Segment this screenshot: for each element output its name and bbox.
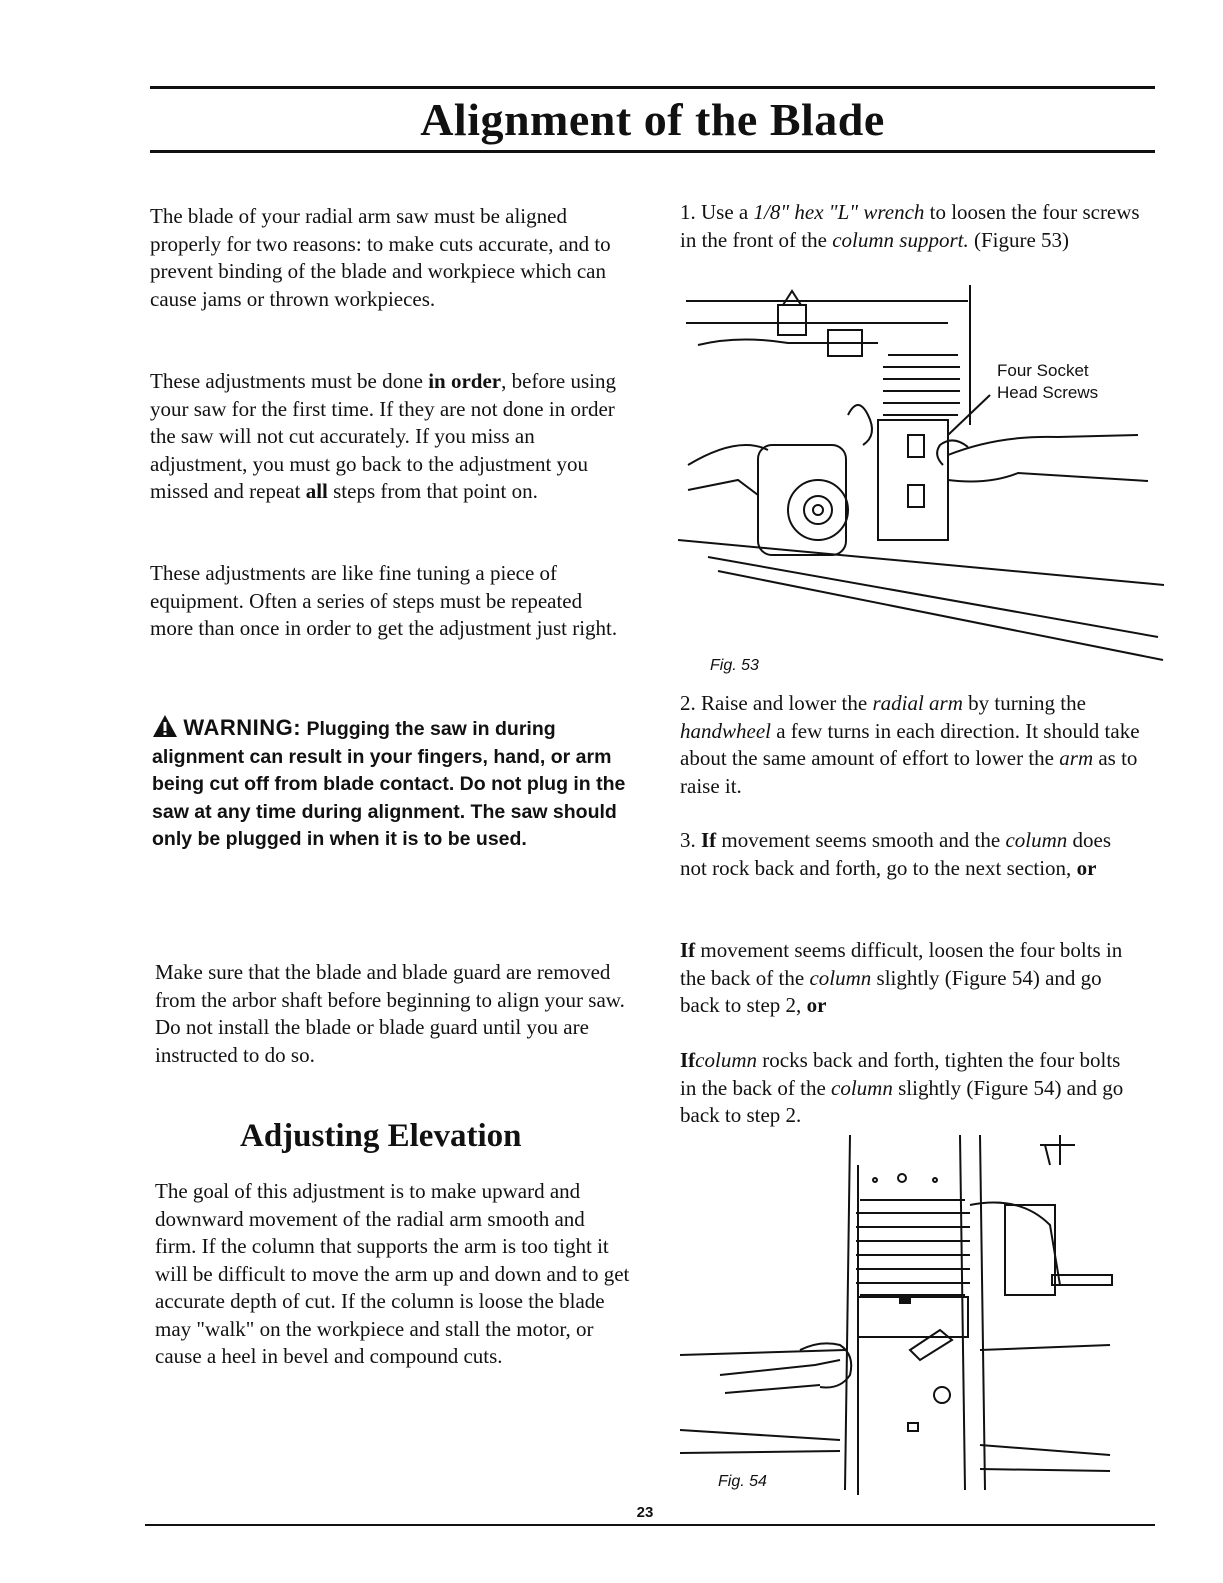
step-1 — [680, 199, 1140, 254]
arm-term: arm — [1059, 746, 1094, 770]
order-text-3: steps from that point on. — [327, 479, 538, 503]
alt-rocks-text-2: slightly (Figure 54) and go back to step 2. — [680, 1075, 1124, 1127]
fig53-callout — [997, 360, 1098, 404]
title-bottom-rule — [150, 150, 1155, 153]
warning-text: Plugging the saw in during alignment can result in your fingers, hand, or arm being cut off from blade contact. Do not plug in the saw at any time during alignment. The saw should only be plugged in when it is to be used. — [152, 718, 626, 850]
radial-arm-term: radial arm — [872, 691, 963, 715]
fig53-callout-line-2: Head Screws — [997, 383, 1099, 402]
step-3 — [680, 827, 1140, 882]
page-title: Alignment of the Blade — [420, 94, 885, 145]
fig54-caption: Fig. 54 — [718, 1473, 767, 1490]
warning-block — [152, 714, 630, 854]
step-1-text-2: to loosen the four screws in the front of the — [680, 200, 1140, 252]
alt-difficult-column-term: column — [809, 965, 872, 990]
warning-triangle-icon — [152, 714, 178, 738]
alt-rocks-column-term-1: column — [695, 1048, 757, 1072]
step-2-text-4: as to raise it. — [680, 746, 1138, 798]
blade-removal-paragraph: Make sure that the blade and blade guard are removed from the arbor shaft before beginning to align your saw. Do not install the blade or blade guard until you are instructed to do so. — [155, 960, 625, 1067]
step-3-text-3: does not rock back and forth, go to the next section, — [680, 828, 1112, 880]
warning-label: WARNING: — [183, 715, 302, 740]
step-1-text-3: (Figure 53) — [968, 227, 1070, 252]
step-3-if: If — [701, 828, 717, 852]
fig53-callout-line-1: Four Socket — [997, 361, 1089, 380]
order-text-1: These adjustments must be done — [150, 369, 429, 393]
alt-difficult-if: If — [680, 938, 696, 962]
wrench-term: 1/8" hex "L" wrench — [753, 200, 925, 224]
step-3-column-term: column — [1005, 828, 1068, 852]
intro-paragraph: The blade of your radial arm saw must be aligned properly for two reasons: to make cuts accurate, and to prevent binding of the blade and workpiece which can cause jams or thrown workpieces. — [150, 204, 611, 311]
order-text-2: , before using your saw for the first time. If they are not done in order the saw will not cut accurately. If you miss an adjustment, you must go back to the adjustment you missed and repeat — [150, 369, 616, 503]
alt-difficult-text-2: slightly (Figure 54) and go back to step 2, — [680, 965, 1102, 1017]
figure-54-illustration — [680, 1135, 1120, 1500]
section-heading: Adjusting Elevation — [240, 1118, 522, 1154]
step-2-text-3: a few turns in each direction. It should take about the same amount of effort to lower the — [680, 718, 1140, 770]
page-number: 23 — [636, 1504, 654, 1521]
step-1-text-1: 1. Use a — [680, 200, 754, 224]
step-2 — [680, 690, 1140, 800]
step-3-text-2: movement seems smooth and the — [716, 828, 1006, 852]
order-paragraph — [150, 368, 628, 506]
figure-53-illustration — [678, 285, 1164, 680]
alt-rocks-column-term-2: column — [831, 1075, 893, 1100]
handwheel-term: handwheel — [680, 718, 771, 743]
step-2-text-2: by turning the — [962, 691, 1086, 715]
step-3-or: or — [1076, 855, 1097, 880]
alt-rocks-text-1: rocks back and forth, tighten the four bolts in the back of the — [680, 1048, 1121, 1100]
step-2-text-1: 2. Raise and lower the — [680, 691, 873, 715]
order-emphasis: in order — [428, 369, 502, 393]
fig53-caption: Fig. 53 — [710, 657, 759, 674]
alt-difficult-text-1: movement seems difficult, loosen the four bolts in the back of the — [680, 938, 1123, 990]
footer-rule — [145, 1524, 1155, 1526]
alt-rocks-if: If — [680, 1048, 696, 1072]
alt-difficult-or: or — [806, 993, 827, 1017]
fine-tuning-paragraph: These adjustments are like fine tuning a piece of equipment. Often a series of steps must be repeated more than once in order to get the adjustment just right. — [150, 561, 618, 640]
elevation-goal-paragraph: The goal of this adjustment is to make upward and downward movement of the radial arm smooth and firm. If the column that supports the arm is too tight it will be difficult to move the arm up and down and to get accurate depth of cut. If the column is loose the blade may "walk" on the workpiece and stall the motor, or cause a heel in bevel and compound cuts. — [155, 1179, 630, 1368]
column-support-term: column support. — [832, 227, 969, 252]
step-3-text-1: 3. — [680, 828, 701, 852]
step-3-alt-difficult — [680, 937, 1140, 1020]
title-top-rule — [150, 86, 1155, 89]
all-emphasis: all — [305, 479, 328, 503]
step-3-alt-rocks — [680, 1047, 1140, 1130]
